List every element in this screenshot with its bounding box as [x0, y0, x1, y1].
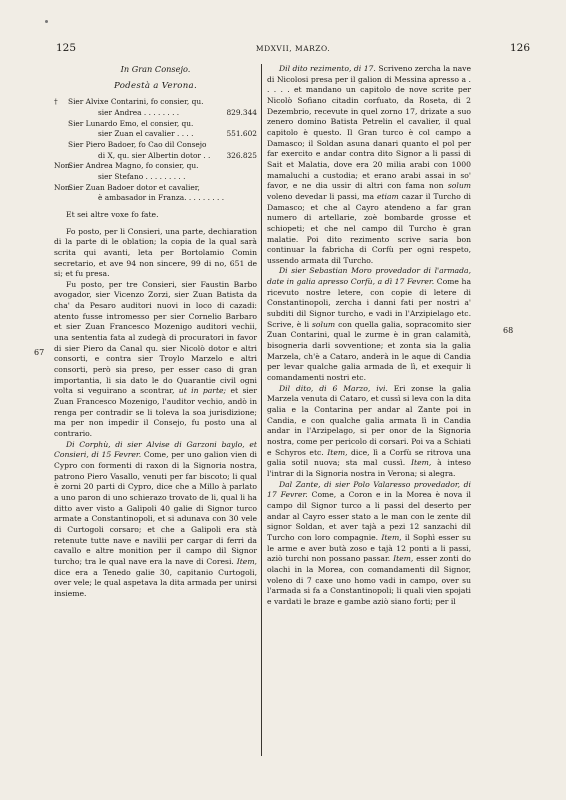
- vote-row: † Sier Alvixe Contarini, fo consier, qu.: [54, 97, 204, 107]
- letter-paragraph: Di Corphù, di sier Alvise di Garzoni baylo, et Consieri, di 15 Fevrer. Come, per uno galion vien di Cypro con formenti di raxon di la Signoria nostra, patrono Piero Vasallo, venuti per far biscoto; li qual è zorni 20 parti di Cypro, dice che a Millo à parlato a uno paron di uno schierazo trovato de li, qual li ha ditto aver visto a Galipoli 40 galie di Signor turco armate a Constantinopoli, et si adunava con 30 vele di Curtogoli corsaro; et che a Galipoli era stà retenute tutte nave e navilii per cargar di ferri da cavallo e altre monition per il campo dil Signor turcho; tra le qual nave era la nave di Coresi. Item, dice era a Tenedo galie 30, capitanio Curtogoli, over vele; le qual aspetava la dita armada per unirsi insieme.: [54, 439, 257, 598]
- letter-heading: Di Corphù, di sier Alvise di Garzoni baylo, et Consieri, di 15 Fevrer.: [54, 439, 257, 460]
- page-number-left: 125: [56, 42, 77, 54]
- letter-heading: Di sier Sebastian Moro provedador di l'armada, date in galia apresso Corfù, a dì 17 Fevrer.: [267, 266, 471, 287]
- section-heading: In Gran Consejo.: [120, 64, 191, 74]
- letter-heading: Dil dito, di 6 Marzo, ivi.: [279, 383, 388, 393]
- vote-row: Sier Piero Badoer, fo Cao dil Consejo: [68, 139, 207, 149]
- vote-row: Sier Lunardo Emo, el consier, qu.: [68, 118, 194, 128]
- right-column: [267, 64, 471, 607]
- vote-note: Et sei altre voxe fo fate.: [66, 209, 159, 219]
- vote-row: di X, qu. sier Albertin dotor . . 326.825: [98, 150, 257, 160]
- vote-row: è ambasador in Franza. . . . . . . . .: [98, 193, 225, 203]
- letter-paragraph: Dil dito, di 6 Marzo, ivi. Eri zonse la galia Marzela venuta di Cataro, et cussì si leva con la dita galia e la Contarina per andar al Zante poi in Candia, e con qualche galia armata lì in Candia andar in l'Arzipelago, si per onor de la Signoria nostra, come per pericolo di corsari. Poi va a Schiati e Schyros etc. Item, dice, lì a Corfù se ritrova una galia sotil nuova; sta mal cussì. Item, à inteso l'intrar di la Signoria nostra in Verona; si alegra.: [267, 383, 471, 478]
- vote-row: sier Andrea . . . . . . . . 829.344: [98, 107, 257, 117]
- vote-count: 551.602: [226, 129, 257, 139]
- paragraph: Fu posto, per tre Consieri, sier Faustin Barbo avogador, sier Vicenzo Zorzi, sier Zuan Batista da cha' da Pesaro auditori nuovi in loco di cazadi: atento fusse intromesso per sier Cornelio Barbaro et sier Zuan Francesco Mozenigo auditori vechii, una sententia fata al zudegà di procuratori in favor di sier Piero da Canal qu. sier Nicolò dotor e altri consorti, e contra sier Troylo Marzelo e altri consorti, però sia preso, per esser caso di gran importantia, li sia dato le do Quarantie civil ogni volta si veguirano a scontrar, ut in parte; et sier Zuan Francesco Mozenigo, l'auditor vechio, andò in renga per contradir se li toleva la soa jurisdizione; ma per non impedir il Consejo, fu posto una al contrario.: [54, 279, 257, 438]
- letter-heading: Dil dito rezimento, di 17.: [279, 64, 376, 73]
- vote-list: [54, 97, 257, 204]
- paper-speck: [45, 20, 48, 23]
- vote-row: Non.Sier Zuan Badoer dotor et cavalier,: [54, 182, 200, 192]
- subsection-heading: Podestà a Verona.: [113, 80, 198, 91]
- vote-row: sier Stefano . . . . . . . . .: [98, 171, 186, 181]
- paragraph: Fo posto, per li Consieri, una parte, dechiaration di la parte di le oblation; la copia de la qual sarà scrita qui avanti, leta per Bortolamio Comin secretario, et ave 94 non sincere, 99 di no, 651 de si; et fu presa.: [54, 226, 257, 279]
- vote-row: sier Zuan el cavalier . . . . 551.602: [98, 129, 257, 139]
- letter-heading: Dal Zante, di sier Polo Valaresso provedador, di 17 Fevrer.: [267, 479, 471, 500]
- letter-paragraph: Di sier Sebastian Moro provedador di l'armada, date in galia apresso Corfù, a dì 17 Fevrer. Come ha ricevuto nostre letere, con copie di letere di Constantinopoli, zercha i danni fati per nostri a' subditi dil Signor turcho, e vadi in l'Arzipielago etc. Scrive, è li solum con quella galia, sopracomito sier Zuan Contarini, qual le zurme è in gran calamità, bisogneria darli sovventione; et zonta sia la galia Marzela, ch'è a Cataro, anderà in le aque di Candia per levar qualche galia armada de lì, et exequir li comandamenti nostri etc.: [267, 266, 471, 383]
- letter-paragraph: Dil dito rezimento, di 17. Scriveno zercha la nave di Nicolosi presa per il galion di Messina apresso a . . . . . et mandano un capitolo de nove scrite per Nicolò Sofiano citadin corfuato, da Roseta, di 2 Dezembrio, recevute in quel zorno 17, drizate a suo zenero domino Batista Petrelin el cavalier, il qual capitolo è questo. Il Gran turco è col campo a Damasco; il Soldan asuna danari quanto el pol per far exercito e andar contra dito Signor a li passi di Sait et Malatia, dove era 20 milia arabi con 1000 mamaluchi a custodia; et erano arabi assai in so' favor, e ne dia ussir di altri con fama non solum voleno devedar li passi, ma etiam cazar il Turcho di Damasco; et che al Cayro atendeno a far gran numero di artellarie, zoè bombarde grosse et schiopeti; et che nel campo dil Turcho è gran malatie. Poi dito rezimento scrive saria bon continuar la fabricha di Corfù per ogni respeto, ussendo armata dil Turcho.: [267, 64, 472, 265]
- letter-paragraph: Dal Zante, di sier Polo Valaresso provedador, di 17 Fevrer. Come, a Coron e in la Morea è nova il campo dil Signor turco a li passi del deserto per andar al Cayro esser stato a le man con le zente dil signor Soldan, et aver tajà a pezi 12 sanzachi dil Turcho con loro compagnie. Item, il Sophì esser su le arme e aver butà zoso e tajà 12 ponti a li passi, aziò turchi non possano passar. Item, esser zonti do olachi in la Morea, con comandamenti dil Signor, voleno di 7 caxe uno homo vadi in campo, over su l'armada si fa a Constantinopoli; li quali vien spojati e vardati le braze e gambe aziò siano forti; per il: [267, 479, 471, 606]
- vote-row: Non.Sier Andrea Magno, fo consier, qu.: [54, 161, 199, 171]
- margin-number-right: 68: [503, 326, 514, 335]
- page-number-right: 126: [509, 42, 530, 54]
- running-head: MDXVII, MARZO.: [255, 44, 331, 53]
- vote-count: 326.825: [226, 150, 257, 160]
- column-divider: [261, 64, 262, 756]
- left-column: [54, 64, 257, 600]
- margin-number-left: 67: [34, 348, 45, 357]
- vote-count: 829.344: [226, 107, 257, 117]
- running-header: [56, 42, 530, 56]
